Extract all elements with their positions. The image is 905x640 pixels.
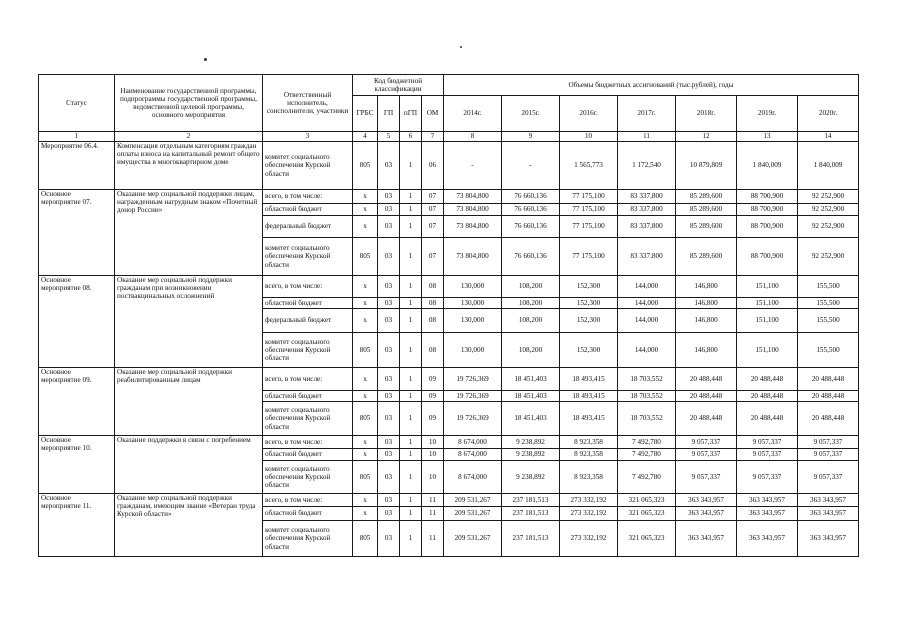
om-cell: 08	[422, 276, 444, 298]
value-cell: 85 289,600	[676, 238, 737, 276]
value-cell: 88 700,900	[737, 216, 798, 238]
value-cell: 85 289,600	[676, 190, 737, 204]
gp-cell: 03	[378, 507, 400, 521]
name-cell: Компенсация отдельным категориям граждан оплаты взноса на капитальный ремонт общего имущества в многоквартирном доме	[115, 142, 263, 190]
value-cell: 20 488,448	[798, 368, 859, 391]
table-row	[39, 142, 859, 190]
value-cell: 83 337,800	[618, 190, 676, 204]
value-cell: 8 674,000	[444, 436, 502, 449]
responsible-cell: комитет социального обеспечения Курской области	[263, 333, 353, 368]
value-cell: 83 337,800	[618, 238, 676, 276]
gp-cell: 03	[378, 494, 400, 507]
name-cell: Оказание мер социальной поддержки гражданам, имеющим звание «Ветеран труда Курской области»	[115, 494, 263, 557]
value-cell: 19 726,369	[444, 368, 502, 391]
value-cell: 83 337,800	[618, 216, 676, 238]
grbs-cell: x	[353, 298, 378, 309]
col-number: 10	[560, 132, 618, 142]
header-row	[39, 75, 859, 96]
responsible-cell: федеральный бюджет	[263, 309, 353, 333]
grbs-cell: x	[353, 309, 378, 333]
col-number: 13	[737, 132, 798, 142]
status-cell: Мероприятие 06.4.	[39, 142, 115, 190]
grbs-cell: x	[353, 216, 378, 238]
value-cell: 85 289,600	[676, 216, 737, 238]
grbs-cell: x	[353, 449, 378, 461]
value-cell: 9 057,337	[737, 449, 798, 461]
value-cell: 73 804,800	[444, 204, 502, 216]
om-cell: 07	[422, 190, 444, 204]
pgp-cell: 1	[400, 333, 422, 368]
pgp-cell: 1	[400, 449, 422, 461]
grbs-cell: x	[353, 494, 378, 507]
responsible-cell: областной бюджет	[263, 391, 353, 402]
value-cell: 20 488,448	[798, 391, 859, 402]
value-cell: 152,300	[560, 309, 618, 333]
value-cell: 1 565,773	[560, 142, 618, 190]
value-cell: 363 343,957	[798, 494, 859, 507]
value-cell: 18 451,403	[502, 391, 560, 402]
budget-table	[38, 74, 859, 557]
col-header-year: 2016г.	[560, 96, 618, 132]
value-cell: 88 700,900	[737, 190, 798, 204]
value-cell: 76 660,136	[502, 216, 560, 238]
col-header-year: 2014г.	[444, 96, 502, 132]
table-row	[39, 276, 859, 298]
value-cell: 363 343,957	[676, 494, 737, 507]
value-cell: 209 531,267	[444, 507, 502, 521]
pgp-cell: 1	[400, 368, 422, 391]
value-cell: 130,000	[444, 333, 502, 368]
om-cell: 10	[422, 461, 444, 494]
value-cell: 73 804,800	[444, 238, 502, 276]
col-header-year: 2015г.	[502, 96, 560, 132]
responsible-cell: всего, в том числе:	[263, 436, 353, 449]
value-cell: 8 674,000	[444, 449, 502, 461]
pgp-cell: 1	[400, 391, 422, 402]
value-cell: 108,200	[502, 333, 560, 368]
value-cell: 77 175,100	[560, 204, 618, 216]
value-cell: 146,800	[676, 276, 737, 298]
value-cell: 363 343,957	[737, 494, 798, 507]
table-row	[39, 436, 859, 449]
value-cell: 9 238,892	[502, 461, 560, 494]
value-cell: 9 057,337	[676, 461, 737, 494]
value-cell: 146,800	[676, 309, 737, 333]
grbs-cell: x	[353, 391, 378, 402]
pgp-cell: 1	[400, 402, 422, 436]
responsible-cell: всего, в том числе:	[263, 190, 353, 204]
value-cell: 19 726,369	[444, 391, 502, 402]
col-number: 5	[378, 132, 400, 142]
gp-cell: 03	[378, 204, 400, 216]
value-cell: 20 488,448	[737, 391, 798, 402]
col-header-code: ГРБС	[353, 96, 378, 132]
value-cell: 363 343,957	[798, 507, 859, 521]
gp-cell: 03	[378, 298, 400, 309]
value-cell: 209 531,267	[444, 494, 502, 507]
pgp-cell: 1	[400, 461, 422, 494]
value-cell: 144,000	[618, 333, 676, 368]
value-cell: 152,300	[560, 298, 618, 309]
value-cell: 73 804,800	[444, 216, 502, 238]
value-cell: 9 238,892	[502, 436, 560, 449]
value-cell: 155,500	[798, 309, 859, 333]
value-cell: 155,500	[798, 298, 859, 309]
om-cell: 10	[422, 436, 444, 449]
value-cell: 9 057,337	[676, 436, 737, 449]
value-cell: 363 343,957	[676, 507, 737, 521]
value-cell: 8 674,000	[444, 461, 502, 494]
value-cell: 76 660,136	[502, 238, 560, 276]
value-cell: 77 175,100	[560, 238, 618, 276]
table-row	[39, 368, 859, 391]
value-cell: 18 493,415	[560, 402, 618, 436]
value-cell: 20 488,448	[737, 368, 798, 391]
value-cell: 151,100	[737, 298, 798, 309]
responsible-cell: комитет социального обеспечения Курской области	[263, 521, 353, 557]
value-cell: 237 181,513	[502, 494, 560, 507]
responsible-cell: всего, в том числе:	[263, 276, 353, 298]
value-cell: 92 252,900	[798, 190, 859, 204]
name-cell: Оказание мер социальной поддержки гражданам при возникновении поствакцинальных осложнений	[115, 276, 263, 368]
value-cell: 18 703,552	[618, 402, 676, 436]
table-body	[39, 142, 859, 557]
value-cell: 321 065,323	[618, 507, 676, 521]
gp-cell: 03	[378, 333, 400, 368]
name-cell: Оказание мер социальной поддержки реабилитированным лицам	[115, 368, 263, 436]
value-cell: 1 840,009	[798, 142, 859, 190]
responsible-cell: всего, в том числе:	[263, 368, 353, 391]
value-cell: 146,800	[676, 333, 737, 368]
name-cell: Оказание поддержки в связи с погребением	[115, 436, 263, 494]
status-cell: Основное мероприятие 07.	[39, 190, 115, 276]
value-cell: 130,000	[444, 298, 502, 309]
value-cell: 7 492,780	[618, 461, 676, 494]
value-cell: 18 703,552	[618, 368, 676, 391]
value-cell: 155,500	[798, 276, 859, 298]
column-number-row	[39, 132, 859, 142]
value-cell: 76 660,136	[502, 204, 560, 216]
col-header-year: 2019г.	[737, 96, 798, 132]
responsible-cell: областной бюджет	[263, 298, 353, 309]
col-number: 7	[422, 132, 444, 142]
col-number: 14	[798, 132, 859, 142]
gp-cell: 03	[378, 190, 400, 204]
value-cell: 8 923,358	[560, 461, 618, 494]
grbs-cell: x	[353, 507, 378, 521]
om-cell: 10	[422, 449, 444, 461]
om-cell: 11	[422, 521, 444, 557]
value-cell: 130,000	[444, 276, 502, 298]
om-cell: 11	[422, 494, 444, 507]
grbs-cell: 805	[353, 461, 378, 494]
value-cell: 77 175,100	[560, 216, 618, 238]
value-cell: 152,300	[560, 276, 618, 298]
gp-cell: 03	[378, 521, 400, 557]
pgp-cell: 1	[400, 507, 422, 521]
value-cell: 18 703,552	[618, 391, 676, 402]
value-cell: 151,100	[737, 309, 798, 333]
pgp-cell: 1	[400, 216, 422, 238]
value-cell: 18 451,403	[502, 402, 560, 436]
value-cell: 363 343,957	[737, 521, 798, 557]
value-cell: 363 343,957	[737, 507, 798, 521]
responsible-cell: областной бюджет	[263, 507, 353, 521]
value-cell: 20 488,448	[676, 391, 737, 402]
value-cell: 88 700,900	[737, 238, 798, 276]
value-cell: 108,200	[502, 276, 560, 298]
value-cell: -	[444, 142, 502, 190]
om-cell: 09	[422, 368, 444, 391]
grbs-cell: 805	[353, 521, 378, 557]
value-cell: 92 252,900	[798, 204, 859, 216]
name-cell: Оказание мер социальной поддержки лицам, награжденным нагрудным знаком «Почетный донор России»	[115, 190, 263, 276]
value-cell: 9 057,337	[798, 461, 859, 494]
grbs-cell: x	[353, 190, 378, 204]
om-cell: 11	[422, 507, 444, 521]
grbs-cell: 805	[353, 402, 378, 436]
value-cell: 363 343,957	[676, 521, 737, 557]
value-cell: 18 493,415	[560, 368, 618, 391]
value-cell: 10 879,809	[676, 142, 737, 190]
value-cell: 20 488,448	[798, 402, 859, 436]
value-cell: 144,000	[618, 276, 676, 298]
value-cell: 9 057,337	[737, 436, 798, 449]
grbs-cell: 805	[353, 238, 378, 276]
grbs-cell: x	[353, 204, 378, 216]
value-cell: 20 488,448	[676, 368, 737, 391]
value-cell: 1 172,540	[618, 142, 676, 190]
value-cell: 88 700,900	[737, 204, 798, 216]
value-cell: 7 492,780	[618, 449, 676, 461]
om-cell: 09	[422, 402, 444, 436]
value-cell: 237 181,513	[502, 521, 560, 557]
value-cell: 155,500	[798, 333, 859, 368]
value-cell: 321 065,323	[618, 521, 676, 557]
table-row	[39, 494, 859, 507]
gp-cell: 03	[378, 449, 400, 461]
value-cell: 20 488,448	[676, 402, 737, 436]
grbs-cell: x	[353, 436, 378, 449]
value-cell: 144,000	[618, 298, 676, 309]
gp-cell: 03	[378, 238, 400, 276]
responsible-cell: всего, в том числе:	[263, 494, 353, 507]
value-cell: 363 343,957	[798, 521, 859, 557]
responsible-cell: комитет социального обеспечения Курской области	[263, 402, 353, 436]
pgp-cell: 1	[400, 494, 422, 507]
value-cell: 18 451,403	[502, 368, 560, 391]
value-cell: 108,200	[502, 298, 560, 309]
col-header-code: ОМ	[422, 96, 444, 132]
value-cell: 321 065,323	[618, 494, 676, 507]
om-cell: 07	[422, 238, 444, 276]
value-cell: 9 238,892	[502, 449, 560, 461]
responsible-cell: комитет социального обеспечения Курской области	[263, 461, 353, 494]
status-cell: Основное мероприятие 09.	[39, 368, 115, 436]
value-cell: 85 289,600	[676, 204, 737, 216]
value-cell: 9 057,337	[798, 449, 859, 461]
responsible-cell: областной бюджет	[263, 449, 353, 461]
pgp-cell: 1	[400, 436, 422, 449]
col-number: 4	[353, 132, 378, 142]
pgp-cell: 1	[400, 142, 422, 190]
col-number: 2	[115, 132, 263, 142]
responsible-cell: федеральный бюджет	[263, 216, 353, 238]
pgp-cell: 1	[400, 521, 422, 557]
value-cell: 83 337,800	[618, 204, 676, 216]
col-number: 12	[676, 132, 737, 142]
col-number: 3	[263, 132, 353, 142]
col-header-volumes-group: Объемы бюджетных ассигнований (тыс.рублей), годы	[444, 75, 859, 96]
value-cell: 144,000	[618, 309, 676, 333]
om-cell: 08	[422, 333, 444, 368]
value-cell: 151,100	[737, 276, 798, 298]
gp-cell: 03	[378, 142, 400, 190]
value-cell: 8 923,358	[560, 436, 618, 449]
col-header-code: пГП	[400, 96, 422, 132]
col-header-responsible: Ответственный исполнитель, соисполнители, участники	[263, 75, 353, 132]
om-cell: 06	[422, 142, 444, 190]
responsible-cell: областной бюджет	[263, 204, 353, 216]
value-cell: 20 488,448	[737, 402, 798, 436]
gp-cell: 03	[378, 276, 400, 298]
grbs-cell: 805	[353, 333, 378, 368]
value-cell: 19 726,369	[444, 402, 502, 436]
grbs-cell: x	[353, 368, 378, 391]
col-header-code-group: Код бюджетной классификации	[353, 75, 444, 96]
value-cell: 9 057,337	[676, 449, 737, 461]
value-cell: 237 181,513	[502, 507, 560, 521]
om-cell: 08	[422, 309, 444, 333]
value-cell: 273 332,192	[560, 521, 618, 557]
value-cell: 92 252,900	[798, 238, 859, 276]
value-cell: 8 923,358	[560, 449, 618, 461]
om-cell: 07	[422, 216, 444, 238]
value-cell: -	[502, 142, 560, 190]
status-cell: Основное мероприятие 11.	[39, 494, 115, 557]
value-cell: 209 531,267	[444, 521, 502, 557]
col-number: 6	[400, 132, 422, 142]
grbs-cell: 805	[353, 142, 378, 190]
value-cell: 92 252,900	[798, 216, 859, 238]
value-cell: 146,800	[676, 298, 737, 309]
value-cell: 73 804,800	[444, 190, 502, 204]
pgp-cell: 1	[400, 190, 422, 204]
gp-cell: 03	[378, 309, 400, 333]
value-cell: 151,100	[737, 333, 798, 368]
value-cell: 9 057,337	[737, 461, 798, 494]
pgp-cell: 1	[400, 204, 422, 216]
gp-cell: 03	[378, 402, 400, 436]
om-cell: 09	[422, 391, 444, 402]
value-cell: 1 840,009	[737, 142, 798, 190]
col-header-year: 2018г.	[676, 96, 737, 132]
value-cell: 130,000	[444, 309, 502, 333]
gp-cell: 03	[378, 368, 400, 391]
table-row	[39, 190, 859, 204]
value-cell: 152,300	[560, 333, 618, 368]
gp-cell: 03	[378, 216, 400, 238]
gp-cell: 03	[378, 461, 400, 494]
col-number: 8	[444, 132, 502, 142]
col-number: 11	[618, 132, 676, 142]
col-header-name: Наименование государственной программы, подпрограммы государственной программы, ведомственной целевой программы, основного мероприятия	[115, 75, 263, 132]
col-header-status: Статус	[39, 75, 115, 132]
col-header-year: 2020г.	[798, 96, 859, 132]
value-cell: 7 492,780	[618, 436, 676, 449]
value-cell: 76 660,136	[502, 190, 560, 204]
status-cell: Основное мероприятие 08.	[39, 276, 115, 368]
gp-cell: 03	[378, 436, 400, 449]
value-cell: 273 332,192	[560, 507, 618, 521]
col-number: 9	[502, 132, 560, 142]
pgp-cell: 1	[400, 298, 422, 309]
pgp-cell: 1	[400, 238, 422, 276]
value-cell: 273 332,192	[560, 494, 618, 507]
om-cell: 08	[422, 298, 444, 309]
col-header-code: ГП	[378, 96, 400, 132]
value-cell: 77 175,100	[560, 190, 618, 204]
grbs-cell: x	[353, 276, 378, 298]
scan-speck	[460, 46, 462, 48]
gp-cell: 03	[378, 391, 400, 402]
scan-speck	[204, 58, 207, 61]
responsible-cell: комитет социального обеспечения Курской области	[263, 238, 353, 276]
status-cell: Основное мероприятие 10.	[39, 436, 115, 494]
pgp-cell: 1	[400, 276, 422, 298]
value-cell: 9 057,337	[798, 436, 859, 449]
om-cell: 07	[422, 204, 444, 216]
value-cell: 18 493,415	[560, 391, 618, 402]
col-header-year: 2017г.	[618, 96, 676, 132]
pgp-cell: 1	[400, 309, 422, 333]
value-cell: 108,200	[502, 309, 560, 333]
col-number: 1	[39, 132, 115, 142]
responsible-cell: комитет социального обеспечения Курской области	[263, 142, 353, 190]
